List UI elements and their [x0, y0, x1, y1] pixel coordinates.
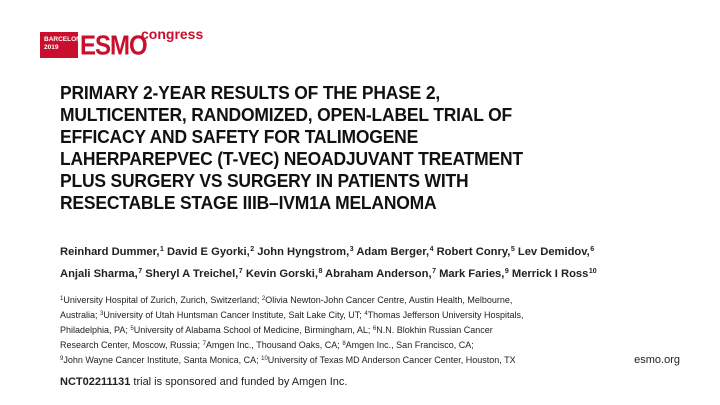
affiliation-text: John Wayne Cancer Institute, Santa Monica, CA;	[63, 355, 262, 365]
affiliation-text: Amgen Inc., Thousand Oaks, CA;	[205, 340, 343, 350]
author-list	[60, 240, 670, 284]
title-line: PRIMARY 2-YEAR RESULTS OF THE PHASE 2,	[60, 82, 441, 103]
esmo-congress-logo	[40, 28, 210, 62]
author-name: David E Gyorki,	[166, 246, 250, 258]
logo-suffix: congress	[141, 26, 204, 42]
author-affiliation-number: 4	[429, 246, 434, 253]
author-name: Lev Demidov,	[517, 246, 590, 258]
title-line: RESECTABLE STAGE IIIB–IVM1A MELANOMA	[60, 192, 437, 213]
affiliation-number: 9	[60, 356, 64, 362]
affiliation-number: 7	[202, 341, 206, 347]
affiliation-text: Thomas Jefferson University Hospitals,	[367, 310, 524, 320]
title-line: LAHERPAREPVEC (T-VEC) NEOADJUVANT TREATMENT	[60, 148, 523, 169]
logo-city-badge	[40, 32, 86, 58]
affiliation-line	[60, 337, 600, 352]
author-name: Mark Faries,	[439, 268, 505, 280]
author-name: Reinhard Dummer,	[60, 246, 160, 258]
title-line: PLUS SURGERY VS SURGERY IN PATIENTS WITH	[60, 170, 469, 191]
affiliation-number: 3	[100, 311, 104, 317]
author-affiliation-number: 7	[138, 268, 143, 275]
author-line	[60, 262, 670, 284]
affiliation-text: University Hospital of Zurich, Zurich, Switzerland;	[63, 295, 262, 305]
affiliation-text: University of Alabama School of Medicine, Birmingham, AL;	[133, 325, 373, 335]
affiliation-text: University of Utah Huntsman Cancer Institute, Salt Lake City, UT;	[103, 310, 365, 320]
author-affiliation-number: 7	[238, 268, 243, 275]
affiliation-number: 8	[342, 341, 346, 347]
logo-year: 2019	[44, 44, 59, 51]
author-name: Anjali Sharma,	[60, 268, 138, 280]
affiliation-number: 4	[364, 311, 368, 317]
author-affiliation-number: 7	[432, 268, 436, 275]
logo-brand: ESMO	[80, 30, 147, 62]
affiliation-text: University of Texas MD Anderson Cancer Center, Houston, TX	[267, 355, 516, 365]
affiliation-line	[60, 322, 600, 337]
author-affiliation-number: 5	[510, 246, 515, 253]
author-affiliation-number: 10	[588, 268, 597, 275]
affiliation-line	[60, 307, 600, 322]
author-affiliation-number: 3	[349, 246, 354, 253]
author-name: Merrick I Ross	[511, 268, 589, 280]
author-line	[60, 240, 670, 262]
trial-id: NCT02211131	[60, 376, 131, 388]
affiliation-number: 2	[261, 296, 266, 302]
affiliation-text: Australia;	[60, 310, 101, 320]
website-link[interactable]: esmo.org	[634, 354, 680, 366]
author-name: Sheryl A Treichel,	[145, 268, 239, 280]
author-name: Abraham Anderson,	[325, 268, 432, 280]
author-name: Adam Berger,	[356, 246, 430, 258]
affiliation-text: Philadelphia, PA;	[60, 325, 131, 335]
affiliation-number: 1	[60, 296, 64, 302]
title-line: EFFICACY AND SAFETY FOR TALIMOGENE	[60, 126, 419, 147]
affiliation-line	[60, 352, 600, 367]
affiliation-number: 6	[372, 326, 377, 332]
affiliation-number: 5	[130, 326, 134, 332]
author-affiliation-number: 2	[250, 246, 255, 253]
presentation-title	[60, 82, 586, 214]
affiliation-text: N.N. Blokhin Russian Cancer	[376, 325, 493, 335]
author-affiliation-number: 1	[159, 246, 164, 253]
affiliation-line	[60, 292, 600, 307]
author-affiliation-number: 9	[504, 268, 509, 275]
affiliation-text: Research Center, Moscow, Russia;	[60, 340, 203, 350]
affiliation-number: 10	[261, 356, 268, 362]
trial-sponsor-note	[60, 376, 347, 388]
affiliation-list	[60, 292, 600, 367]
trial-text: trial is sponsored and funded by Amgen Inc.	[130, 376, 348, 388]
author-name: Kevin Gorski,	[245, 268, 318, 280]
affiliation-text: Olivia Newton-John Cancer Centre, Austin Health, Melbourne,	[265, 295, 513, 305]
author-name: Robert Conry,	[436, 246, 511, 258]
author-affiliation-number: 8	[318, 268, 323, 275]
title-line: MULTICENTER, RANDOMIZED, OPEN-LABEL TRIAL OF	[60, 104, 512, 125]
affiliation-text: Amgen Inc., San Francisco, CA;	[345, 340, 474, 350]
author-affiliation-number: 6	[590, 246, 595, 253]
logo-city: BARCELONA	[44, 36, 86, 43]
author-name: John Hyngstrom,	[257, 246, 350, 258]
